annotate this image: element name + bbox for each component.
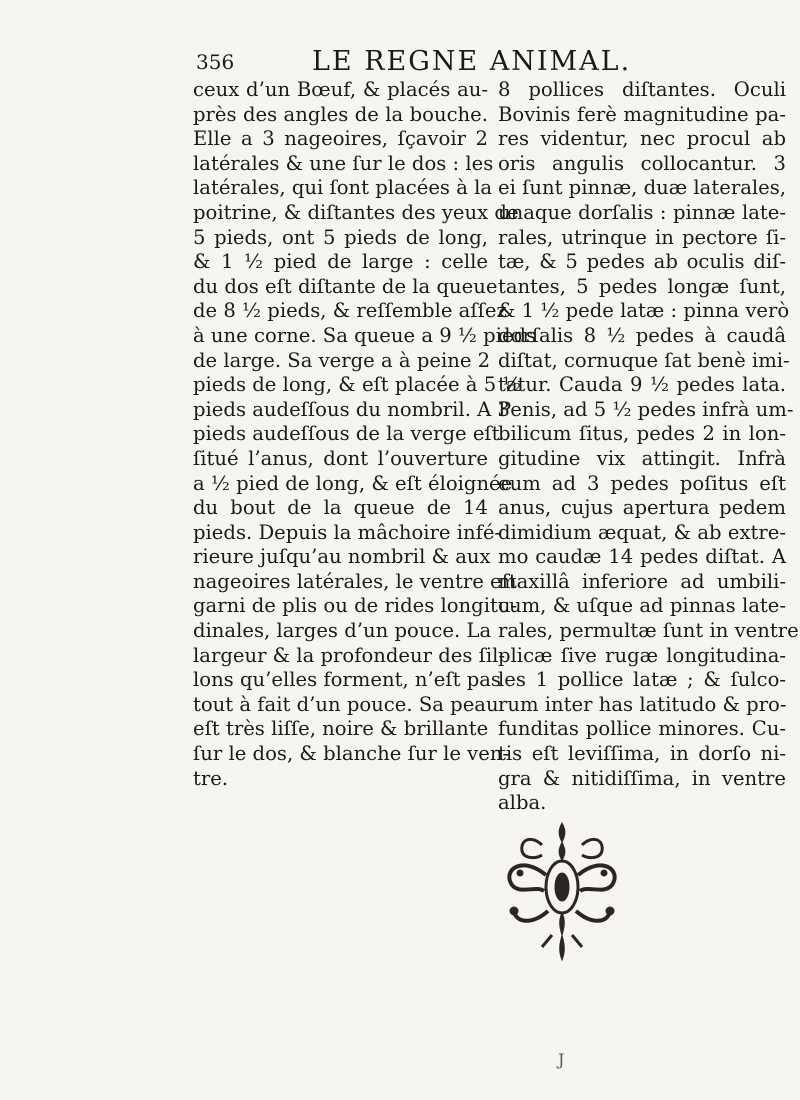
text-line: funditas pollice minores. Cu- bbox=[498, 717, 786, 741]
text-line: plicæ ſive rugæ longitudina- bbox=[498, 643, 786, 667]
text-line: Penis, ad 5 ½ pedes infrà um- bbox=[498, 397, 794, 421]
latin-text-column bbox=[498, 78, 799, 816]
text-line: bilicum ſitus, pedes 2 in lon- bbox=[498, 422, 786, 446]
text-line: poitrine, & diſtantes des yeux de bbox=[193, 200, 519, 224]
text-line: & 1 ½ pede latæ : pinna verò bbox=[498, 299, 790, 323]
page-number: 356 bbox=[196, 50, 235, 74]
text-line: gra & nitidiſſima, in ventre bbox=[498, 766, 786, 790]
text-line: eſt très liſſe, noire & brillante bbox=[193, 717, 489, 741]
text-line: tatur. Cauda 9 ½ pedes lata. bbox=[498, 373, 786, 397]
text-line: tantes, 5 pedes longæ ſunt, bbox=[498, 274, 786, 298]
text-line: mo caudæ 14 pedes diſtat. A bbox=[498, 545, 786, 569]
text-line: ſitué l’anus, dont l’ouverture bbox=[193, 446, 488, 470]
text-line: cum, & uſque ad pinnas late- bbox=[498, 594, 786, 618]
text-line: rales, utrinque in pectore ſi- bbox=[498, 225, 786, 249]
text-line: tre. bbox=[193, 766, 229, 790]
text-line: pieds audeſſous du nombril. A 3 bbox=[193, 397, 511, 421]
text-line: ceux d’un Bœuf, & placés au- bbox=[193, 78, 488, 101]
text-line: Bovinis ferè magnitudine pa- bbox=[498, 102, 786, 126]
text-line: oris angulis collocantur. 3 bbox=[498, 151, 786, 175]
text-line: rales, permultæ ſunt in ventre bbox=[498, 619, 799, 643]
text-line: nageoires latérales, le ventre eſt bbox=[193, 569, 517, 593]
text-line: diſtat, cornuque ſat benè imi- bbox=[498, 348, 790, 372]
text-line: pieds audeſſous de la verge eſt bbox=[193, 422, 500, 446]
text-line: a ½ pied de long, & eſt éloignée bbox=[193, 471, 513, 495]
text-line: près des angles de la bouche. bbox=[193, 102, 488, 126]
text-line: garni de plis ou de rides longitu- bbox=[193, 594, 518, 618]
text-line: alba. bbox=[498, 791, 547, 815]
text-line: 5 pieds, ont 5 pieds de long, bbox=[193, 225, 488, 249]
text-line: gitudine vix attingit. Infrà bbox=[498, 446, 786, 470]
text-line: dorſalis 8 ½ pedes à caudâ bbox=[498, 323, 786, 347]
text-line: latérales, qui ſont placées à la bbox=[193, 176, 493, 200]
text-line: latérales & une ſur le dos : les bbox=[193, 151, 494, 175]
text-line: tæ, & 5 pedes ab oculis diſ- bbox=[498, 250, 786, 274]
text-line: de 8 ½ pieds, & reſſemble aſſez bbox=[193, 299, 507, 323]
text-line: ei ſunt pinnæ, duæ laterales, bbox=[498, 176, 787, 200]
signature-mark: J bbox=[558, 1050, 565, 1069]
text-line: res videntur, nec procul ab bbox=[498, 127, 786, 151]
text-line: 8 pollices diſtantes. Oculi bbox=[498, 78, 786, 101]
text-line: Elle a 3 nageoires, ſçavoir 2 bbox=[193, 127, 488, 151]
text-line: maxillâ inferiore ad umbili- bbox=[498, 569, 786, 593]
text-line: du dos eſt diſtante de la queue bbox=[193, 274, 498, 298]
text-line: les 1 pollice latæ ; & ſulco- bbox=[498, 668, 786, 692]
text-line: anus, cujus apertura pedem bbox=[498, 496, 786, 520]
text-line: largeur & la profondeur des ſil- bbox=[193, 643, 506, 667]
running-title: LE REGNE ANIMAL. bbox=[312, 46, 632, 77]
text-line: lons qu’elles forment, n’eſt pas bbox=[193, 668, 501, 692]
text-line: de large. Sa verge a à peine 2 bbox=[193, 348, 491, 372]
text-line: pieds. Depuis la mâchoire infé- bbox=[193, 520, 502, 544]
text-line: & 1 ½ pied de large : celle bbox=[193, 250, 488, 274]
french-text-column bbox=[193, 78, 537, 791]
text-line: pieds de long, & eſt placée à 5 ½ bbox=[193, 373, 522, 397]
text-line: dimidium æquat, & ab extre- bbox=[498, 520, 786, 544]
text-line: ſur le dos, & blanche ſur le ven- bbox=[193, 742, 510, 766]
page-header bbox=[196, 46, 776, 82]
text-line: rieure juſqu’au nombril & aux bbox=[193, 545, 491, 569]
text-line: unaque dorſalis : pinnæ late- bbox=[498, 200, 786, 224]
text-line: tout à fait d’un pouce. Sa peau bbox=[193, 692, 499, 716]
fleuron-icon bbox=[492, 815, 632, 965]
text-line: rum inter has latitudo & pro- bbox=[498, 692, 787, 716]
text-line: eum ad 3 pedes poſitus eſt bbox=[498, 471, 786, 495]
text-line: du bout de la queue de 14 bbox=[193, 496, 488, 520]
text-line: dinales, larges d’un pouce. La bbox=[193, 619, 492, 643]
text-line: tis eſt leviſſima, in dorſo ni- bbox=[498, 742, 786, 766]
text-line: à une corne. Sa queue a 9 ½ pieds bbox=[193, 323, 537, 347]
